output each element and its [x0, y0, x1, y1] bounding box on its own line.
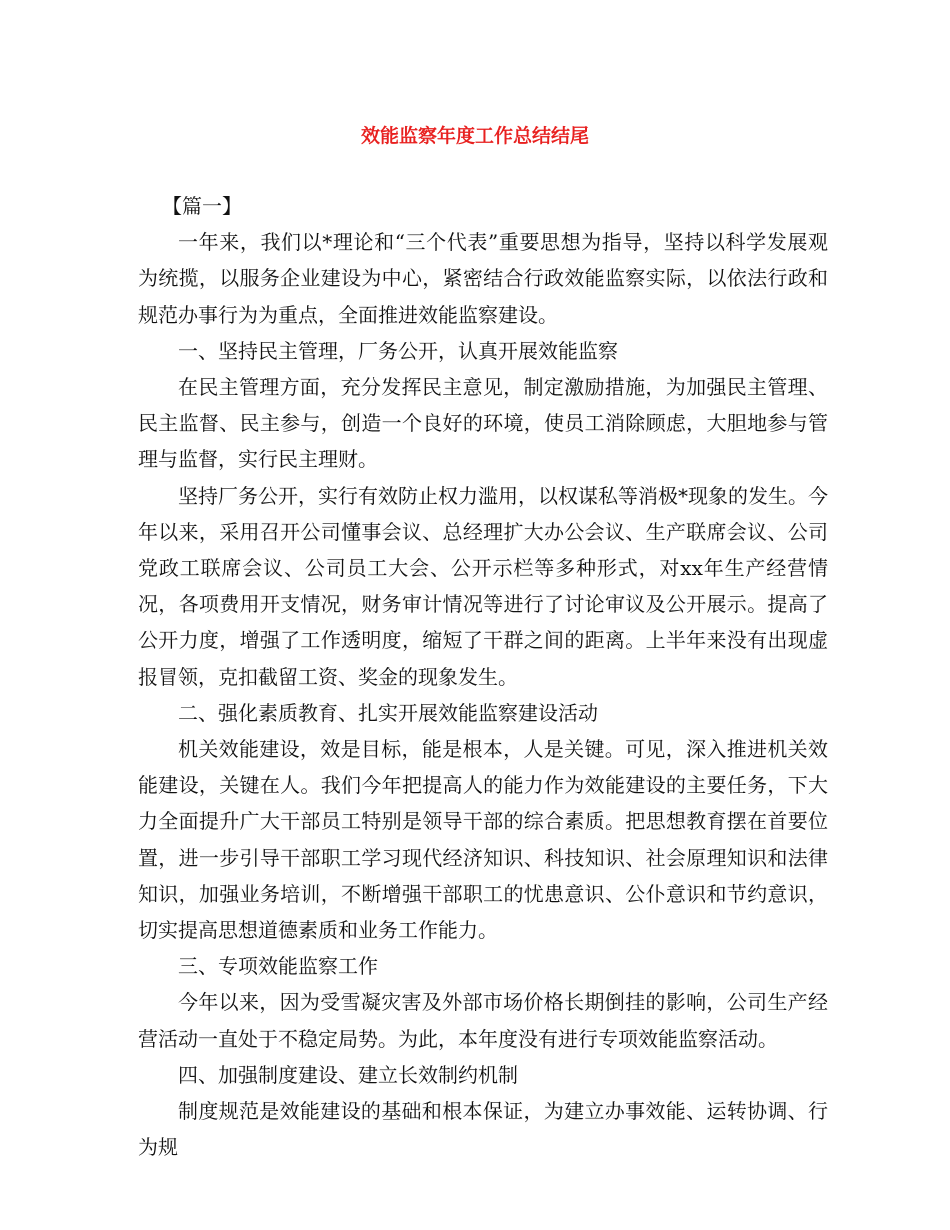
body-paragraph: 今年以来，因为受雪凝灾害及外部市场价格长期倒挂的影响，公司生产经营活动一直处于不稳定局势。为此，本年度没有进行专项效能监察活动。 [138, 990, 828, 1051]
section-heading-1: 一、坚持民主管理，厂务公开，认真开展效能监察 [178, 338, 618, 363]
section-heading-4: 四、加强制度建设、建立长效制约机制 [178, 1062, 518, 1087]
section-heading-3: 三、专项效能监察工作 [178, 954, 378, 979]
body-paragraph: 机关效能建设，效是目标，能是根本，人是关键。可见，深入推进机关效能建设，关键在人。我们今年把提高人的能力作为效能建设的主要任务，下大力全面提升广大干部员工特别是领导干部的综合素质。把思想教育摆在首要位置，进一步引导干部职工学习现代经济知识、科技知识、社会原理知识和法律知识，加强业务培训，不断增强干部职工的忧患意识、公仆意识和节约意识，切实提高思想道德素质和业务工作能力。 [138, 737, 828, 943]
intro-paragraph: 一年来，我们以*理论和“三个代表”重要思想为指导，坚持以科学发展观为统揽，以服务企业建设为中心，紧密结合行政效能监察实际，以依法行政和规范办事行为为重点，全面推进效能监察建设。 [138, 230, 828, 327]
section-heading-2: 二、强化素质教育、扎实开展效能监察建设活动 [178, 700, 598, 725]
body-paragraph: 坚持厂务公开，实行有效防止权力滥用，以权谋私等消极*现象的发生。今年以来，采用召开公司懂事会议、总经理扩大办公会议、生产联席会议、公司党政工联席会议、公司员工大会、公开示栏等多种形式，对xx年生产经营情况，各项费用开支情况，财务审计情况等进行了讨论审议及公开展示。提高了公开力度，增强了工作透明度，缩短了干群之间的距离。上半年来没有出现虚报冒领，克扣截留工资、奖金的现象发生。 [138, 483, 828, 689]
body-paragraph: 在民主管理方面，充分发挥民主意见，制定激励措施，为加强民主管理、民主监督、民主参与，创造一个良好的环境，使员工消除顾虑，大胆地参与管理与监督，实行民主理财。 [138, 375, 828, 472]
body-paragraph: 制度规范是效能建设的基础和根本保证，为建立办事效能、运转协调、行为规 [138, 1099, 828, 1160]
document-title: 效能监察年度工作总结结尾 [360, 125, 589, 147]
section-tag: 【篇一】 [162, 194, 242, 218]
document-body [138, 188, 828, 1165]
